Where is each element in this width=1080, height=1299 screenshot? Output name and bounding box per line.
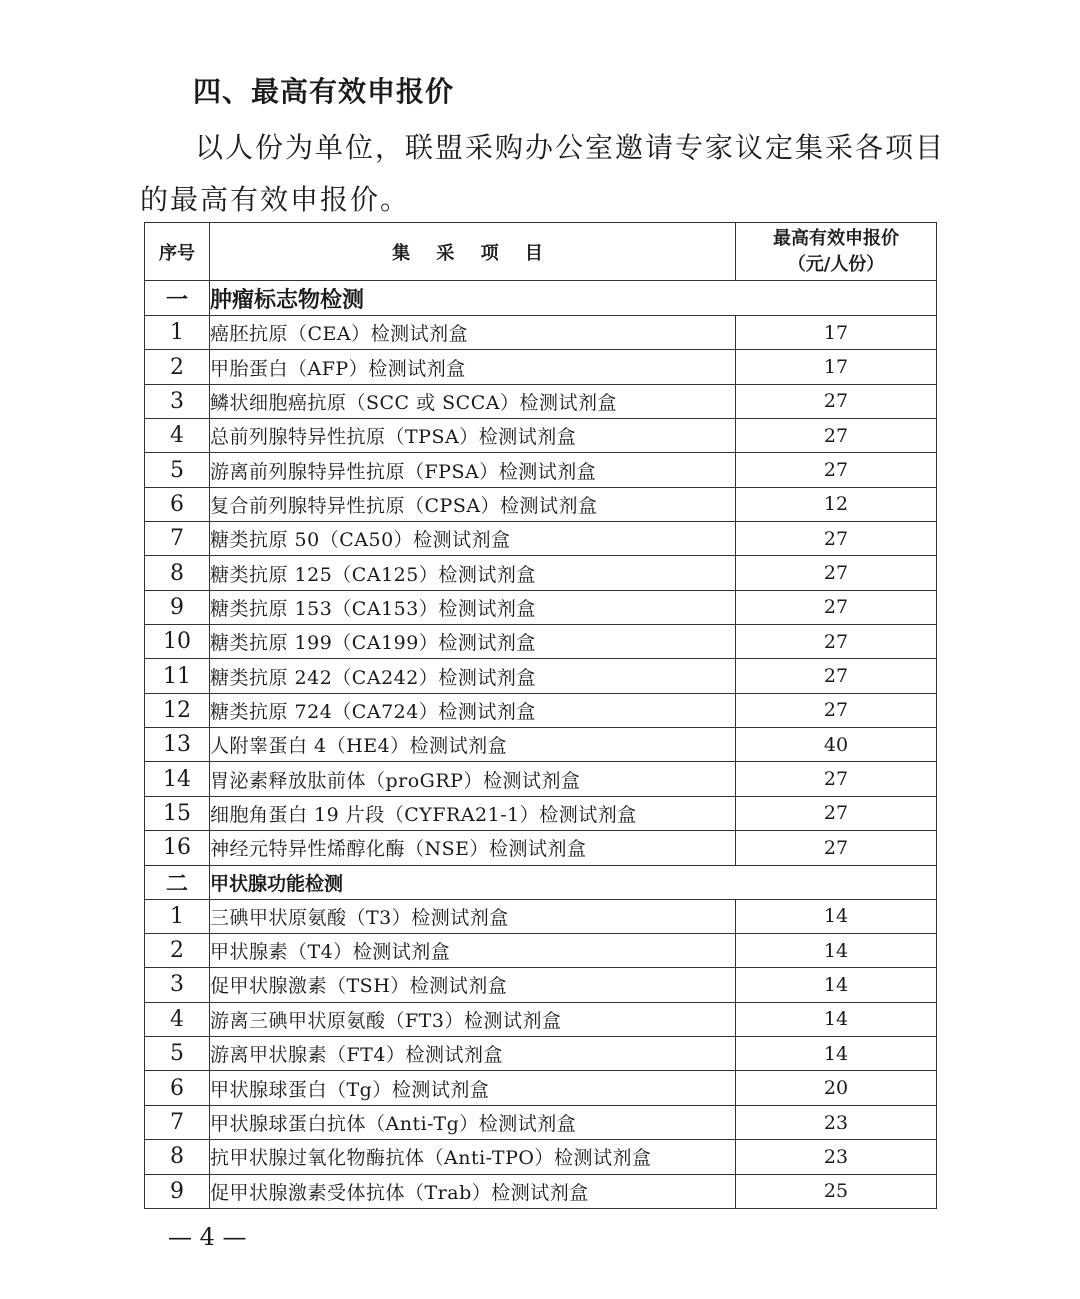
item-price: 14 xyxy=(736,1002,937,1036)
table-row xyxy=(145,1071,937,1105)
item-price: 27 xyxy=(736,522,937,556)
intro-paragraph: 以人份为单位，联盟采购办公室邀请专家议定集采各项目的最高有效申报价。 xyxy=(140,131,946,216)
item-name: 胃泌素释放肽前体（proGRP）检测试剂盒 xyxy=(210,762,736,796)
row-number: 9 xyxy=(145,1174,210,1208)
item-price: 27 xyxy=(736,659,937,693)
item-price: 27 xyxy=(736,590,937,624)
item-price: 17 xyxy=(736,350,937,384)
row-number: 7 xyxy=(145,1105,210,1139)
item-name: 游离三碘甲状原氨酸（FT3）检测试剂盒 xyxy=(210,1002,736,1036)
item-name: 糖类抗原 199（CA199）检测试剂盒 xyxy=(210,625,736,659)
row-number: 1 xyxy=(145,899,210,933)
item-name: 糖类抗原 724（CA724）检测试剂盒 xyxy=(210,693,736,727)
item-name: 糖类抗原 50（CA50）检测试剂盒 xyxy=(210,522,736,556)
row-number: 9 xyxy=(145,590,210,624)
table-row xyxy=(145,625,937,659)
row-number: 1 xyxy=(145,316,210,350)
table-row xyxy=(145,1002,937,1036)
item-name: 甲状腺球蛋白（Tg）检测试剂盒 xyxy=(210,1071,736,1105)
item-name: 甲状腺素（T4）检测试剂盒 xyxy=(210,933,736,967)
item-price: 25 xyxy=(736,1174,937,1208)
row-number: 3 xyxy=(145,384,210,418)
price-table xyxy=(144,222,937,1209)
header-index: 序号 xyxy=(145,223,210,281)
section-index: 二 xyxy=(145,865,210,899)
item-price: 27 xyxy=(736,419,937,453)
item-name: 游离甲状腺素（FT4）检测试剂盒 xyxy=(210,1037,736,1071)
table-row xyxy=(145,1037,937,1071)
row-number: 12 xyxy=(145,693,210,727)
item-name: 糖类抗原 242（CA242）检测试剂盒 xyxy=(210,659,736,693)
item-price: 27 xyxy=(736,384,937,418)
header-item: 集 采 项 目 xyxy=(210,223,736,281)
row-number: 7 xyxy=(145,522,210,556)
section-row xyxy=(145,865,937,899)
table-row xyxy=(145,316,937,350)
table-row xyxy=(145,762,937,796)
item-name: 复合前列腺特异性抗原（CPSA）检测试剂盒 xyxy=(210,487,736,521)
item-name: 总前列腺特异性抗原（TPSA）检测试剂盒 xyxy=(210,419,736,453)
table-row xyxy=(145,728,937,762)
table-row xyxy=(145,933,937,967)
table-row xyxy=(145,384,937,418)
table-row xyxy=(145,419,937,453)
item-price: 12 xyxy=(736,487,937,521)
table-row xyxy=(145,968,937,1002)
item-price: 23 xyxy=(736,1140,937,1174)
table-row xyxy=(145,453,937,487)
table-row xyxy=(145,487,937,521)
item-price: 27 xyxy=(736,693,937,727)
item-name: 糖类抗原 125（CA125）检测试剂盒 xyxy=(210,556,736,590)
item-price: 14 xyxy=(736,968,937,1002)
item-name: 鳞状细胞癌抗原（SCC 或 SCCA）检测试剂盒 xyxy=(210,384,736,418)
item-price: 27 xyxy=(736,762,937,796)
item-price: 14 xyxy=(736,933,937,967)
header-price xyxy=(736,223,937,281)
page-number: — 4 — xyxy=(168,1223,247,1251)
item-name: 抗甲状腺过氧化物酶抗体（Anti-TPO）检测试剂盒 xyxy=(210,1140,736,1174)
row-number: 6 xyxy=(145,487,210,521)
table-row xyxy=(145,522,937,556)
item-price: 27 xyxy=(736,453,937,487)
table-row xyxy=(145,831,937,865)
row-number: 8 xyxy=(145,1140,210,1174)
row-number: 3 xyxy=(145,968,210,1002)
section-title: 肿瘤标志物检测 xyxy=(210,281,937,316)
item-name: 糖类抗原 153（CA153）检测试剂盒 xyxy=(210,590,736,624)
table-row xyxy=(145,1140,937,1174)
item-price: 23 xyxy=(736,1105,937,1139)
item-price: 14 xyxy=(736,899,937,933)
row-number: 4 xyxy=(145,419,210,453)
table-row xyxy=(145,590,937,624)
table-header-row xyxy=(145,223,937,281)
section-heading: 四、最高有效申报价 xyxy=(193,75,455,108)
row-number: 6 xyxy=(145,1071,210,1105)
item-name: 甲状腺球蛋白抗体（Anti-Tg）检测试剂盒 xyxy=(210,1105,736,1139)
table-row xyxy=(145,556,937,590)
item-price: 27 xyxy=(736,625,937,659)
item-name: 促甲状腺激素（TSH）检测试剂盒 xyxy=(210,968,736,1002)
table-row xyxy=(145,659,937,693)
item-price: 20 xyxy=(736,1071,937,1105)
table-row xyxy=(145,796,937,830)
item-price: 27 xyxy=(736,556,937,590)
item-name: 游离前列腺特异性抗原（FPSA）检测试剂盒 xyxy=(210,453,736,487)
item-name: 促甲状腺激素受体抗体（Trab）检测试剂盒 xyxy=(210,1174,736,1208)
table-row xyxy=(145,1174,937,1208)
item-name: 细胞角蛋白 19 片段（CYFRA21-1）检测试剂盒 xyxy=(210,796,736,830)
table-row xyxy=(145,693,937,727)
table-row xyxy=(145,1105,937,1139)
header-price-line1: 最高有效申报价 xyxy=(773,227,899,249)
row-number: 8 xyxy=(145,556,210,590)
row-number: 2 xyxy=(145,350,210,384)
item-price: 27 xyxy=(736,831,937,865)
section-row xyxy=(145,281,937,316)
item-price: 40 xyxy=(736,728,937,762)
section-index: 一 xyxy=(145,281,210,316)
row-number: 16 xyxy=(145,831,210,865)
item-price: 17 xyxy=(736,316,937,350)
item-name: 三碘甲状原氨酸（T3）检测试剂盒 xyxy=(210,899,736,933)
section-title: 甲状腺功能检测 xyxy=(210,865,937,899)
item-name: 神经元特异性烯醇化酶（NSE）检测试剂盒 xyxy=(210,831,736,865)
row-number: 15 xyxy=(145,796,210,830)
row-number: 4 xyxy=(145,1002,210,1036)
item-price: 27 xyxy=(736,796,937,830)
item-price: 14 xyxy=(736,1037,937,1071)
header-price-line2: （元/人份） xyxy=(787,253,885,275)
table-row xyxy=(145,350,937,384)
table-row xyxy=(145,899,937,933)
item-name: 人附睾蛋白 4（HE4）检测试剂盒 xyxy=(210,728,736,762)
row-number: 11 xyxy=(145,659,210,693)
item-name: 甲胎蛋白（AFP）检测试剂盒 xyxy=(210,350,736,384)
row-number: 2 xyxy=(145,933,210,967)
row-number: 5 xyxy=(145,1037,210,1071)
row-number: 14 xyxy=(145,762,210,796)
item-name: 癌胚抗原（CEA）检测试剂盒 xyxy=(210,316,736,350)
row-number: 13 xyxy=(145,728,210,762)
row-number: 5 xyxy=(145,453,210,487)
row-number: 10 xyxy=(145,625,210,659)
